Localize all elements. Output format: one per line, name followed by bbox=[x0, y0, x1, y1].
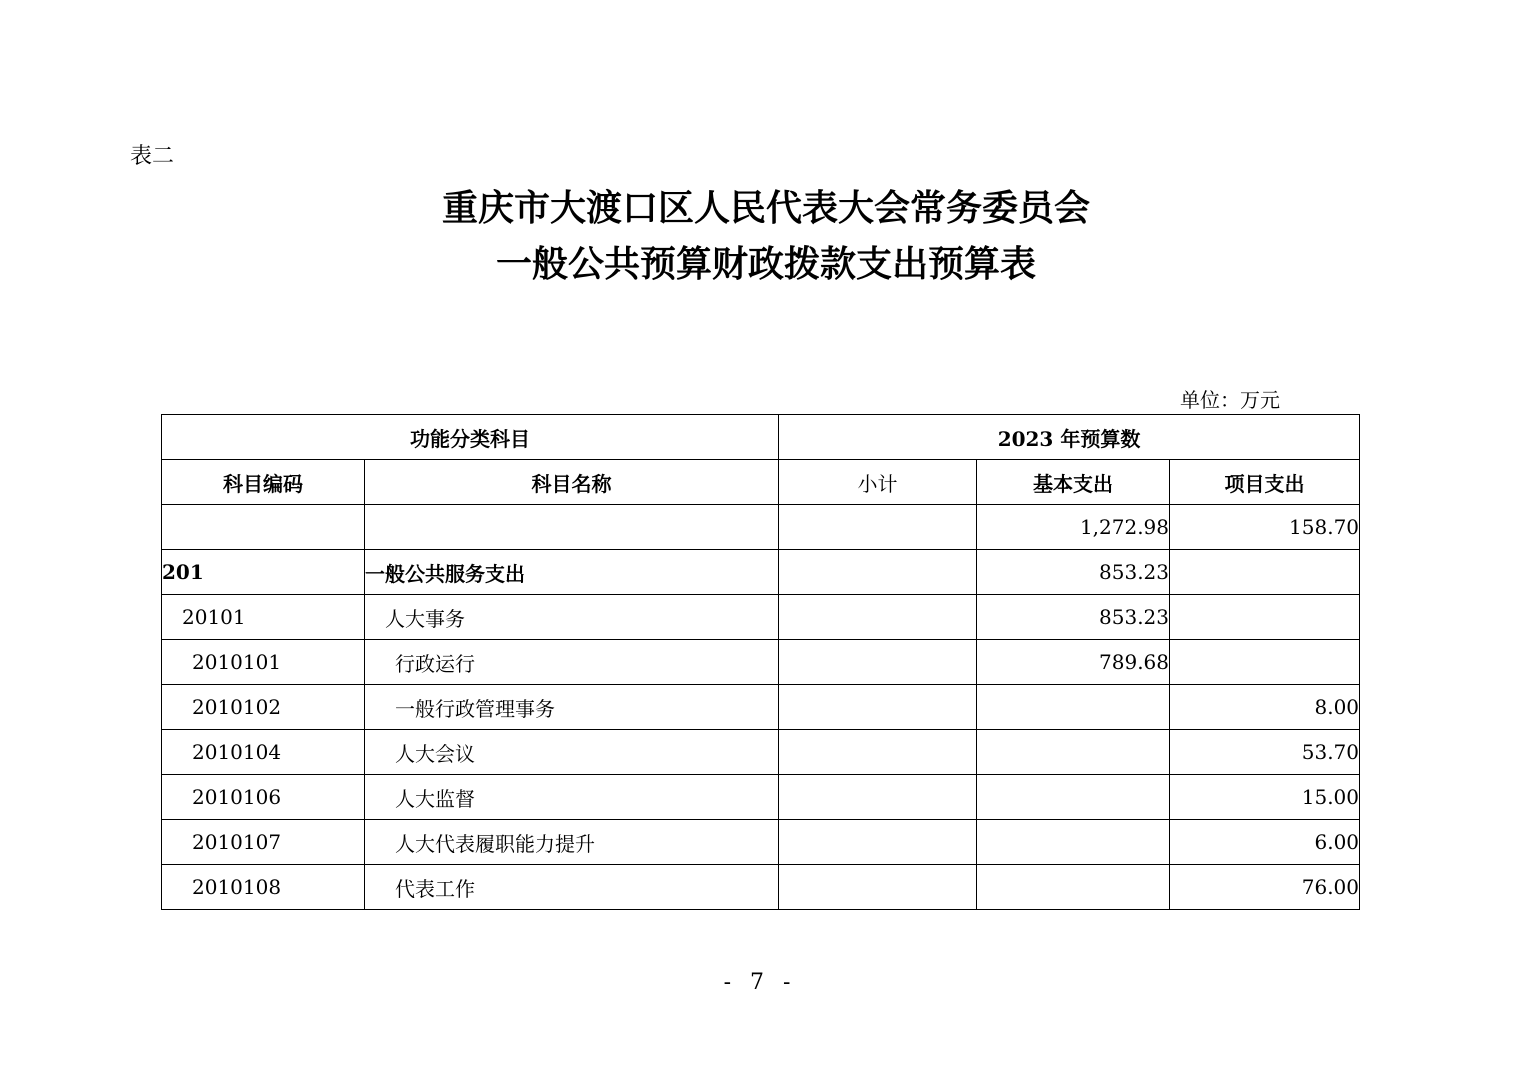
cell-code: 2010101 bbox=[162, 640, 365, 685]
table-row bbox=[162, 640, 1360, 685]
cell-basic bbox=[977, 775, 1170, 820]
header-project-expenditure: 项目支出 bbox=[1170, 460, 1360, 505]
cell-project: 6.00 bbox=[1170, 820, 1360, 865]
table-row bbox=[162, 865, 1360, 910]
cell-basic bbox=[977, 865, 1170, 910]
cell-name: 一般行政管理事务 bbox=[365, 685, 779, 730]
cell-project: 76.00 bbox=[1170, 865, 1360, 910]
cell-subtotal bbox=[779, 685, 977, 730]
cell-project: 15.00 bbox=[1170, 775, 1360, 820]
cell-subtotal bbox=[779, 730, 977, 775]
header-functional-classification: 功能分类科目 bbox=[162, 415, 779, 460]
table-row bbox=[162, 595, 1360, 640]
cell-subtotal bbox=[779, 595, 977, 640]
document-title-line2: 一般公共预算财政拨款支出预算表 bbox=[495, 243, 1036, 285]
cell-code: 2010104 bbox=[162, 730, 365, 775]
unit-label: 单位：万元 bbox=[1180, 388, 1280, 412]
cell-basic bbox=[977, 820, 1170, 865]
cell-subtotal bbox=[779, 820, 977, 865]
cell-code: 201 bbox=[162, 550, 365, 595]
cell-subtotal bbox=[779, 865, 977, 910]
document-title-line1: 重庆市大渡口区人民代表大会常务委员会 bbox=[441, 187, 1090, 229]
table-row bbox=[162, 730, 1360, 775]
cell-code: 2010107 bbox=[162, 820, 365, 865]
cell-subtotal bbox=[779, 550, 977, 595]
cell-basic: 853.23 bbox=[977, 550, 1170, 595]
header-subject-code: 科目编码 bbox=[162, 460, 365, 505]
header-subject-name: 科目名称 bbox=[365, 460, 779, 505]
page-number: - 7 - bbox=[723, 970, 797, 995]
cell-project bbox=[1170, 595, 1360, 640]
cell-basic bbox=[977, 730, 1170, 775]
cell-name bbox=[365, 505, 779, 550]
cell-subtotal bbox=[779, 640, 977, 685]
table-row bbox=[162, 820, 1360, 865]
cell-project bbox=[1170, 550, 1360, 595]
table-row bbox=[162, 775, 1360, 820]
header-basic-expenditure: 基本支出 bbox=[977, 460, 1170, 505]
cell-project: 8.00 bbox=[1170, 685, 1360, 730]
header-subtotal: 小计 bbox=[779, 460, 977, 505]
budget-table bbox=[161, 414, 1360, 910]
cell-project: 158.70 bbox=[1170, 505, 1360, 550]
cell-subtotal bbox=[779, 775, 977, 820]
table-row bbox=[162, 550, 1360, 595]
cell-name: 一般公共服务支出 bbox=[365, 550, 779, 595]
cell-name: 行政运行 bbox=[365, 640, 779, 685]
table-label: 表二 bbox=[130, 144, 175, 169]
cell-code: 20101 bbox=[162, 595, 365, 640]
cell-basic bbox=[977, 685, 1170, 730]
header-budget-2023: 2023 年预算数 bbox=[779, 415, 1360, 460]
cell-name: 人大会议 bbox=[365, 730, 779, 775]
cell-code: 2010102 bbox=[162, 685, 365, 730]
cell-code: 2010106 bbox=[162, 775, 365, 820]
table-row bbox=[162, 505, 1360, 550]
cell-basic: 789.68 bbox=[977, 640, 1170, 685]
cell-project bbox=[1170, 640, 1360, 685]
cell-code bbox=[162, 505, 365, 550]
cell-name: 代表工作 bbox=[365, 865, 779, 910]
cell-basic: 1,272.98 bbox=[977, 505, 1170, 550]
cell-basic: 853.23 bbox=[977, 595, 1170, 640]
cell-subtotal bbox=[779, 505, 977, 550]
table-row bbox=[162, 685, 1360, 730]
cell-name: 人大代表履职能力提升 bbox=[365, 820, 779, 865]
cell-name: 人大事务 bbox=[365, 595, 779, 640]
cell-name: 人大监督 bbox=[365, 775, 779, 820]
cell-code: 2010108 bbox=[162, 865, 365, 910]
header-column-row bbox=[162, 460, 1360, 505]
header-group-row bbox=[162, 415, 1360, 460]
cell-project: 53.70 bbox=[1170, 730, 1360, 775]
